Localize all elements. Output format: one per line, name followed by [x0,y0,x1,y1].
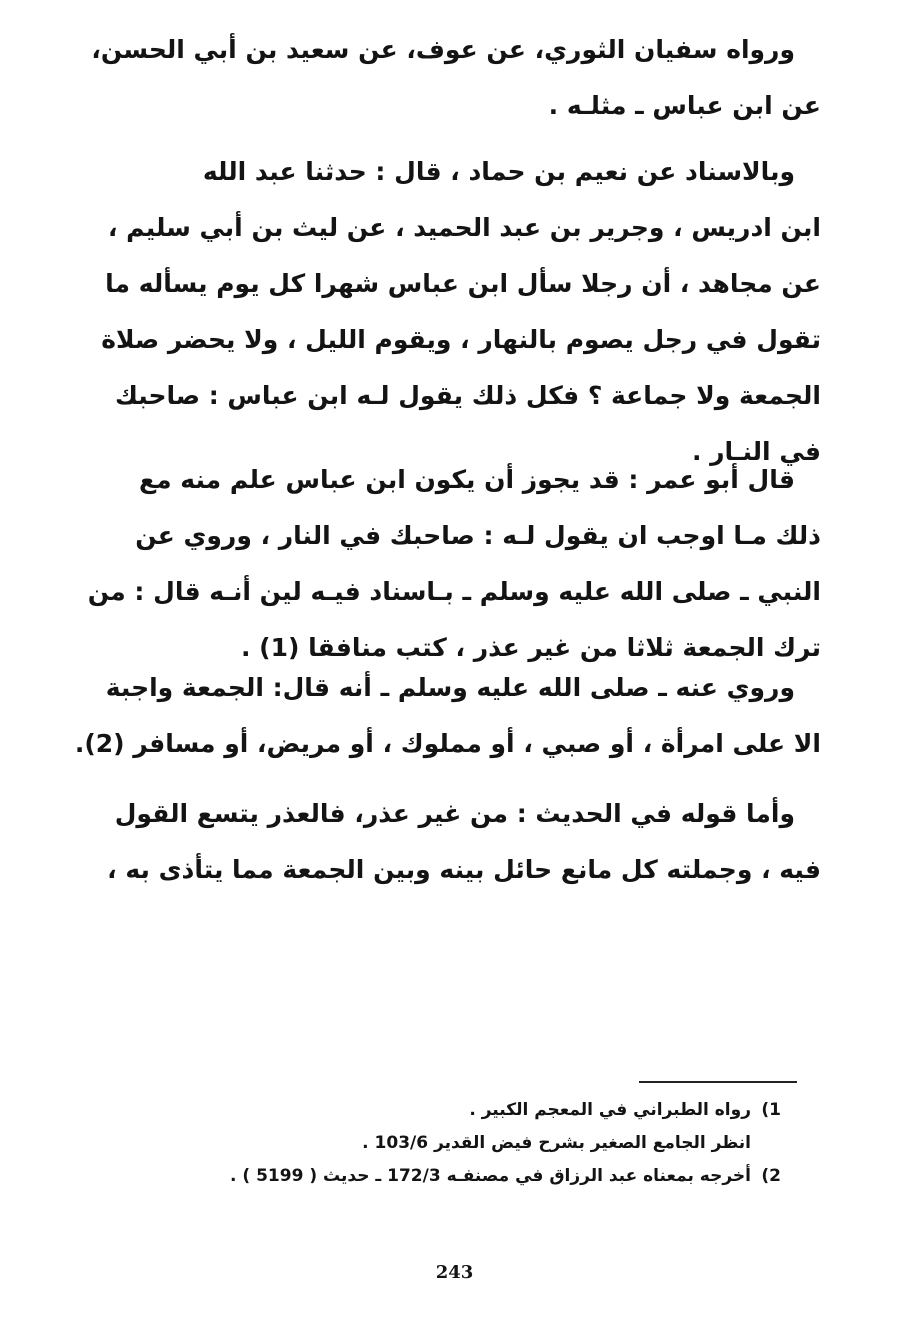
paragraph-line: عن ابن عباس ـ مثلـه . [548,91,821,120]
paragraph-3 [87,452,821,676]
paragraph-line: قال أبو عمر : قد يجوز أن يكون ابن عباس علم منه مع [139,465,795,494]
paragraph-line: وروي عنه ـ صلى الله عليه وسلم ـ أنه قال: الجمعة واجبة [105,673,795,702]
footnotes [141,1094,781,1193]
paragraph-line: فيه ، وجملته كل مانع حائل بينه وبين الجمعة مما يتأذى به ، [107,855,821,884]
paragraph-line: الا على امرأة ، أو صبي ، أو مملوك ، أو مريض، أو مسافر (2). [74,729,821,758]
footnote-divider [639,1081,797,1083]
footnote-1-continuation: انظر الجامع الصغير بشرح فيض القدير 103/6 . [362,1133,751,1153]
paragraph-line: وبالاسناد عن نعيم بن حماد ، قال : حدثنا عبد الله [202,157,795,186]
paragraph-line: النبي ـ صلى الله عليه وسلم ـ بـاسناد فيـه لين أنـه قال : من [87,577,821,606]
paragraph-line: ترك الجمعة ثلاثا من غير عذر ، كتب منافقا (1) . [240,633,821,662]
paragraph-line: وأما قوله في الحديث : من غير عذر، فالعذر يتسع القول [114,799,795,828]
paragraph-line: ابن ادريس ، وجرير بن عبد الحميد ، عن ليث بن أبي سليم ، [107,213,821,242]
footnote-1 [141,1094,781,1127]
paragraph-5 [107,786,821,898]
paragraph-line: ورواه سفيان الثوري، عن عوف، عن سعيد بن أبي الحسن، [91,35,795,64]
paragraph-line: الجمعة ولا جماعة ؟ فكل ذلك يقول لـه ابن عباس : صاحبك [114,381,821,410]
page-number: 243 [435,1262,474,1283]
paragraph-line: في النـار . [691,437,821,466]
paragraph-line: تقول في رجل يصوم بالنهار ، ويقوم الليل ، ولا يحضر صلاة [101,325,821,354]
paragraph-line: عن مجاهد ، أن رجلا سأل ابن عباس شهرا كل يوم يسأله ما [105,269,821,298]
paragraph-4 [74,660,821,772]
footnote-number: 2) [761,1166,781,1186]
paragraph-1 [91,22,821,134]
footnote-number: 1) [761,1100,781,1120]
paragraph-line: ذلك مـا اوجب ان يقول لـه : صاحبك في النار ، وروي عن [135,521,821,550]
footnote-text: أخرجه بمعناه عبد الرزاق في مصنفـه 172/3 ـ حديث ( 5199 ) . [230,1166,751,1186]
footnote-text: رواه الطبراني في المعجم الكبير . [469,1100,751,1120]
footnote-2 [141,1160,781,1193]
